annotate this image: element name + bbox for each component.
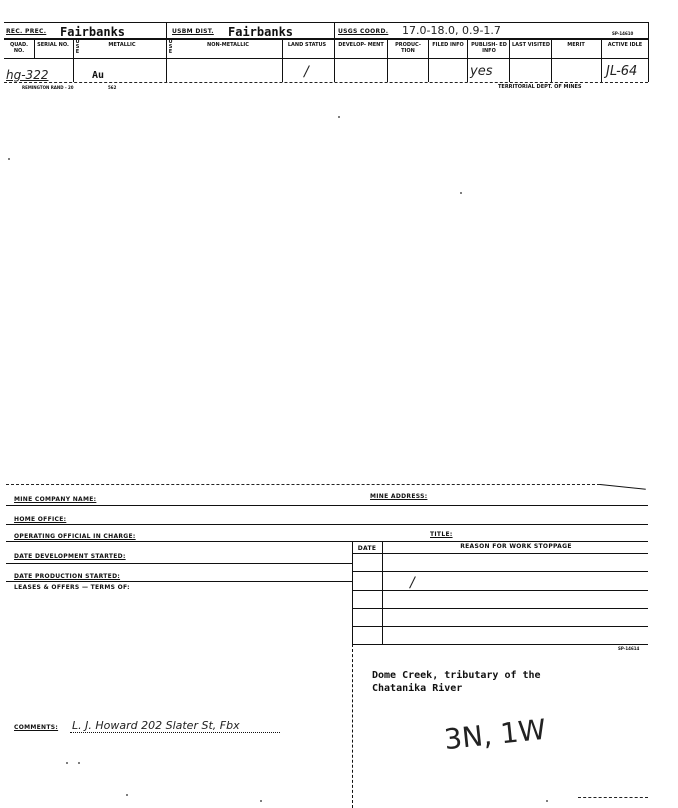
township-note: 3N, 1W: [442, 712, 548, 757]
col-active-idle: ACTIVE IDLE: [607, 42, 643, 48]
row-baseline: [4, 82, 648, 83]
rule: [352, 626, 648, 627]
col-production: PRODUC- TION: [395, 42, 421, 54]
divider: [551, 38, 552, 82]
col-last-visited: LAST VISITED: [512, 42, 550, 48]
scan-speck: [260, 800, 262, 802]
row-quad: hg-322: [6, 68, 49, 82]
divider: [387, 38, 388, 82]
rule: [6, 581, 352, 582]
bottom-mark: [578, 797, 648, 798]
divider: [467, 38, 468, 82]
divider: [509, 38, 510, 82]
rec-prec-value: Fairbanks: [60, 25, 126, 39]
lower-top-rule-tail: [600, 484, 646, 490]
col-serial-no: SERIAL NO.: [37, 42, 69, 48]
rule: [352, 553, 648, 554]
scan-speck: [8, 158, 10, 160]
stoppage-table-stub: [352, 644, 353, 808]
rule: [6, 524, 648, 525]
date-production-label: DATE PRODUCTION STARTED:: [14, 573, 121, 580]
usgs-coord-label: USGS COORD.: [338, 28, 389, 35]
department-label: TERRITORIAL DEPT. OF MINES: [498, 84, 582, 90]
mine-company-name-label: MINE COMPANY NAME:: [14, 496, 97, 503]
scan-speck: [460, 192, 462, 194]
rule: [6, 505, 648, 506]
divider: [34, 38, 35, 58]
scan-speck: [126, 794, 128, 796]
location-line-1: Dome Creek, tributary of the: [372, 670, 541, 681]
usbm-dist-value: Fairbanks: [228, 25, 294, 39]
comments-label: COMMENTS:: [14, 724, 59, 731]
divider: [428, 38, 429, 82]
date-development-label: DATE DEVELOPMENT STARTED:: [14, 553, 126, 560]
col-land-status: LAND STATUS: [287, 42, 327, 48]
mine-address-label: MINE ADDRESS:: [370, 493, 428, 500]
col-quad-no: QUAD. NO.: [9, 42, 29, 54]
row-active-idle: JL-64: [606, 64, 638, 79]
rule: [352, 608, 648, 609]
location-line-2: Chatanika River: [372, 683, 463, 694]
operating-official-label: OPERATING OFFICIAL IN CHARGE:: [14, 533, 136, 540]
divider: [166, 38, 167, 82]
divider: [601, 38, 602, 82]
title-label: TITLE:: [430, 531, 453, 538]
top-border: [4, 22, 648, 23]
scan-speck: [338, 116, 340, 118]
comments-value: L. J. Howard 202 Slater St, Fbx: [72, 719, 240, 732]
col-filed-info: FILED INFO: [432, 42, 464, 48]
rec-prec-label: REC. PREC.: [6, 28, 47, 35]
usgs-coord-value: 17.0-18.0, 0.9-1.7: [402, 24, 501, 37]
divider: [648, 22, 649, 82]
col-non-metallic: NON-METALLIC: [207, 42, 249, 48]
stoppage-table-date-divider: [382, 541, 383, 644]
scan-speck: [78, 762, 80, 764]
rule: [352, 644, 648, 645]
scan-speck: [546, 800, 548, 802]
stoppage-table-left-border: [352, 541, 353, 644]
lower-top-rule: [6, 484, 600, 485]
col-development: DEVELOP- MENT: [338, 42, 384, 48]
form-number-lower: SP-14614: [618, 646, 640, 651]
col-published-info: PUBLISH- ED INFO: [471, 42, 507, 54]
reason-column-header: REASON FOR WORK STOPPAGE: [460, 543, 572, 550]
usbm-dist-label: USBM DIST.: [172, 28, 214, 35]
stoppage-mark: /: [410, 575, 415, 591]
printer-label: REMINGTON RAND - 20: [22, 85, 74, 90]
row-metallic: Au: [92, 70, 105, 81]
col-use-right: U S E: [168, 39, 173, 55]
rule: [6, 541, 648, 542]
home-office-label: HOME OFFICE:: [14, 516, 67, 523]
rule: [6, 563, 352, 564]
row-land-status: /: [304, 64, 309, 80]
date-column-header: DATE: [357, 545, 377, 552]
comments-rule: [70, 732, 280, 733]
scan-speck: [66, 762, 68, 764]
row-published-info: yes: [470, 64, 493, 79]
divider: [73, 38, 74, 82]
printer-code: 562: [108, 85, 117, 90]
col-merit: MERIT: [567, 42, 585, 48]
divider: [166, 22, 167, 38]
leases-label: LEASES & OFFERS — TERMS OF:: [14, 584, 130, 591]
divider: [282, 38, 283, 82]
rule: [352, 571, 648, 572]
col-use-left: U S E: [75, 39, 80, 55]
form-number: SP-14610: [612, 31, 634, 36]
divider: [334, 38, 335, 82]
rule: [352, 590, 648, 591]
col-metallic: METALLIC: [108, 42, 136, 48]
divider: [334, 22, 335, 38]
